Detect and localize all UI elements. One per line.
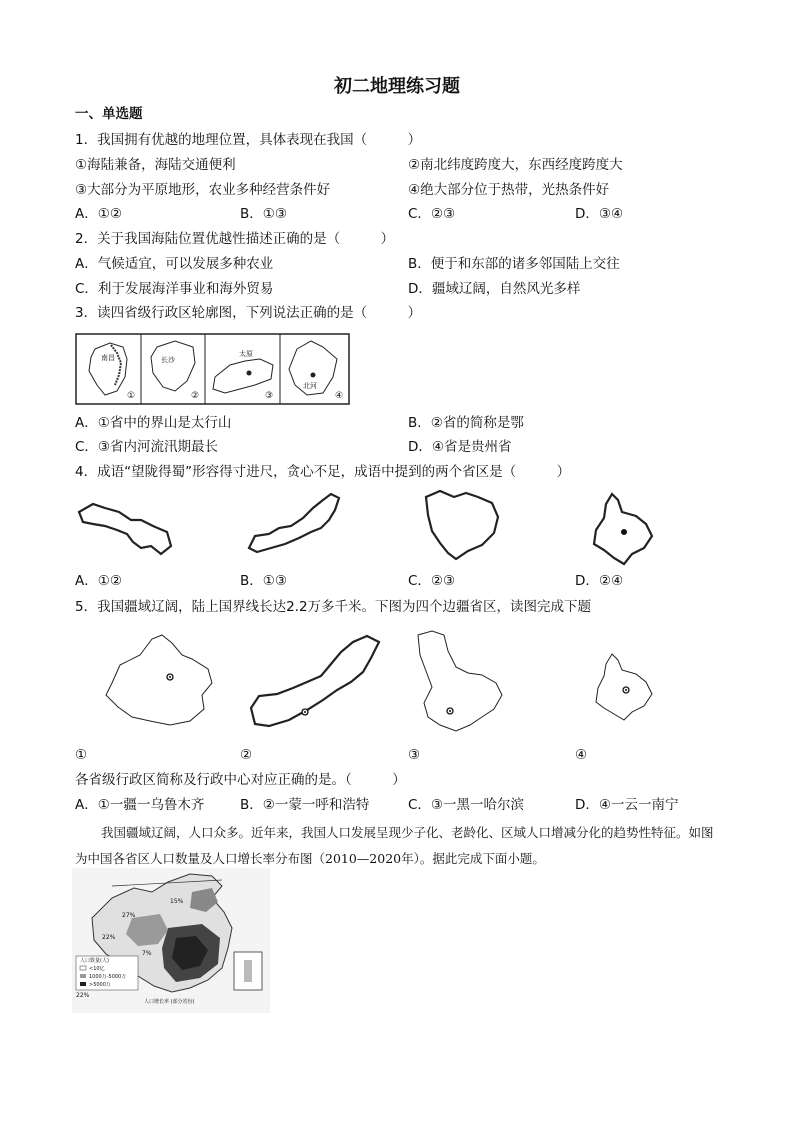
- q3-map-label-4: 北河: [303, 382, 317, 390]
- q3-option-d[interactable]: D．④省是贵州省: [408, 439, 512, 455]
- q3-map-label-1: 南昌: [101, 354, 115, 362]
- q4-stem: 4．成语“望陇得蜀”形容得寸进尺，贪心不足，成语中提到的两个省区是（ ）: [75, 464, 571, 480]
- q1-statement-3: ③大部分为平原地形，农业多种经营条件好: [75, 182, 331, 198]
- pop-growth-label: 人口增长率 (部分省份): [144, 999, 195, 1005]
- pop-pct-1: 27%: [122, 912, 136, 919]
- population-distribution-map: [72, 868, 270, 1013]
- q1-statement-4: ④绝大部分位于热带，光热条件好: [408, 182, 610, 198]
- q5-map-num-2: ②: [240, 747, 253, 763]
- q1-statement-2: ②南北纬度跨度大，东西经度跨度大: [408, 157, 623, 173]
- q5-option-d[interactable]: D．④一云一南宁: [575, 797, 679, 813]
- q3-option-a[interactable]: A．①省中的界山是太行山: [75, 415, 232, 431]
- section-heading: 一、单选题: [75, 106, 143, 122]
- q5-option-c[interactable]: C．③一黑一哈尔滨: [408, 797, 525, 813]
- q1-statement-1: ①海陆兼备，海陆交通便利: [75, 157, 236, 173]
- q5-option-a[interactable]: A．①一疆一乌鲁木齐: [75, 797, 205, 813]
- q1-option-d[interactable]: D．③④: [575, 206, 624, 222]
- page-title: 初二地理练习题: [334, 76, 460, 97]
- q5-map-yunnan: [590, 650, 660, 725]
- q3-map-label-2: 长沙: [161, 356, 175, 364]
- q5-map-num-4: ④: [575, 747, 588, 763]
- q4-map-sichuan: [420, 487, 510, 565]
- q5-stem: 5．我国疆域辽阔，陆上国界线长达2.2万多千米。下图为四个边疆省区，读图完成下题: [75, 599, 592, 615]
- q2-stem: 2．关于我国海陆位置优越性描述正确的是（ ）: [75, 231, 395, 247]
- q3-map-num-4: ④: [335, 391, 344, 401]
- q5-option-b[interactable]: B．②一蒙一呼和浩特: [240, 797, 370, 813]
- q1-option-c[interactable]: C．②③: [408, 206, 456, 222]
- q3-option-b[interactable]: B．②省的简称是鄂: [408, 415, 524, 431]
- q5-map-xinjiang: [90, 625, 220, 735]
- passage-text: 我国疆域辽阔，人口众多。近年来，我国人口发展呈现少子化、老龄化、区域人口增减分化的趋势性特征。如图为中国各省区人口数量及人口增长率分布图（2010—2020年）。据此完成下面小题。: [75, 825, 714, 866]
- pop-pct-2: 22%: [102, 934, 116, 941]
- q4-map-yunnan: [588, 490, 658, 568]
- q5-map-inner-mongolia: [245, 630, 385, 735]
- q3-map-label-3: 太原: [239, 350, 253, 358]
- q4-option-c[interactable]: C．②③: [408, 573, 456, 589]
- q5-map-heilongjiang: [410, 625, 510, 740]
- q1-option-b[interactable]: B．①③: [240, 206, 287, 222]
- q5-map-num-1: ①: [75, 747, 88, 763]
- pop-legend-item-2: 1000万-5000万: [89, 974, 127, 980]
- q3-option-c[interactable]: C．③省内河流汛期最长: [75, 439, 219, 455]
- q2-option-a[interactable]: A．气候适宜，可以发展多种农业: [75, 256, 274, 272]
- pop-legend-item-3: >5000万: [89, 982, 111, 988]
- pop-legend-item-1: <10亿: [89, 966, 105, 972]
- q2-option-b[interactable]: B．便于和东部的诸多邻国陆上交往: [408, 256, 620, 272]
- q4-map-gansu: [75, 490, 175, 560]
- q4-option-d[interactable]: D．②④: [575, 573, 624, 589]
- q2-option-c[interactable]: C．利于发展海洋事业和海外贸易: [75, 281, 274, 297]
- q2-option-d[interactable]: D．疆域辽阔，自然风光多样: [408, 281, 581, 297]
- q3-province-outline-map: [75, 329, 350, 407]
- q5-map-num-3: ③: [408, 747, 421, 763]
- q1-option-a[interactable]: A．①②: [75, 206, 122, 222]
- pop-pct-3: 15%: [170, 898, 184, 905]
- q4-map-inner-mongolia: [245, 490, 345, 560]
- q5-subquestion: 各省级行政区简称及行政中心对应正确的是。（ ）: [75, 772, 406, 788]
- q3-map-num-3: ③: [265, 391, 274, 401]
- q4-option-b[interactable]: B．①③: [240, 573, 287, 589]
- q3-map-num-1: ①: [127, 391, 136, 401]
- q4-option-a[interactable]: A．①②: [75, 573, 122, 589]
- pop-pct-5: 22%: [76, 992, 90, 999]
- q3-stem: 3．读四省级行政区轮廓图，下列说法正确的是（ ）: [75, 305, 422, 321]
- q1-stem: 1．我国拥有优越的地理位置，具体表现在我国（ ）: [75, 132, 422, 148]
- q3-map-num-2: ②: [191, 391, 200, 401]
- pop-legend-title: 人口数量(人): [80, 958, 109, 964]
- pop-pct-4: 7%: [142, 950, 152, 957]
